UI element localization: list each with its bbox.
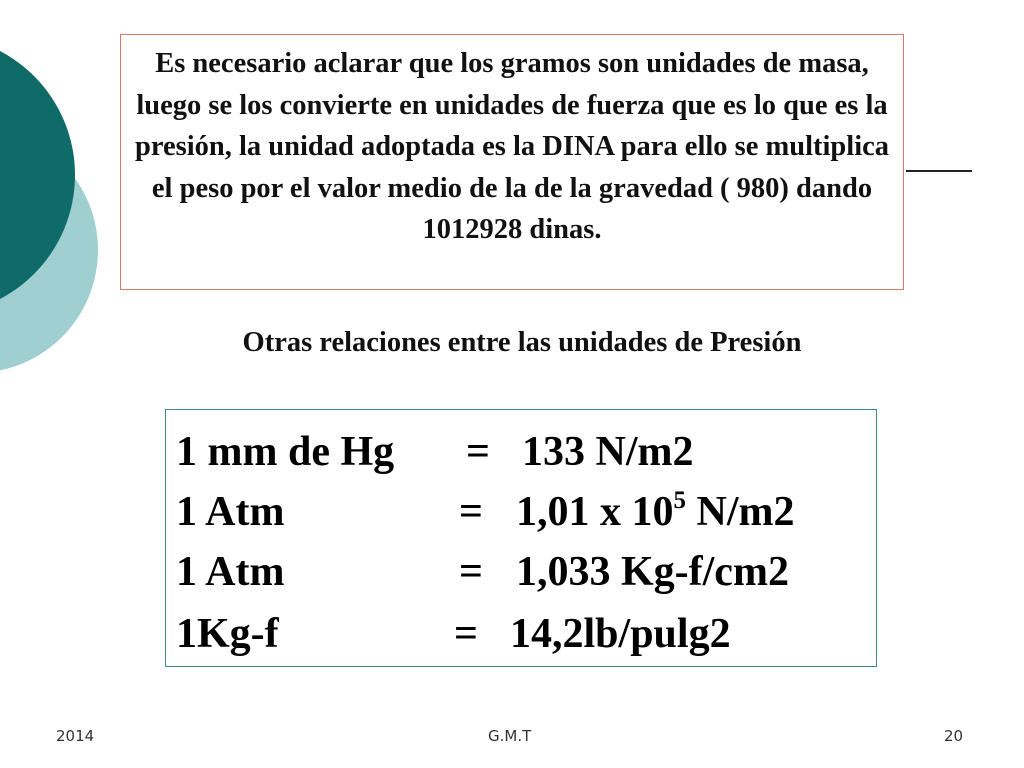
footer-page-number: 20 <box>944 727 964 745</box>
equals-sign: = <box>454 611 478 657</box>
equation-rhs: 133 N/m2 <box>522 429 694 475</box>
equation-rhs-exponent: 5 <box>673 487 686 514</box>
equation-rhs-unit: N/m2 <box>686 489 795 535</box>
equation-lhs: 1 Atm <box>176 549 285 595</box>
footer-year: 2014 <box>56 727 95 745</box>
equation-rhs: 1,033 Kg-f/cm2 <box>516 549 789 595</box>
equation-rhs <box>516 482 795 542</box>
equals-sign: = <box>459 549 483 595</box>
equals-sign: = <box>459 489 483 535</box>
decorative-circles <box>0 0 140 420</box>
note-text: Es necesario aclarar que los gramos son unidades de masa, luego se los convierte en unidades de fuerza que es lo que es la presión, la unidad adoptada es la DINA para ello se multiplica el peso por el valor medio de la de la gravedad ( 980) dando 1012928 dinas. <box>134 48 890 245</box>
equation-lhs: 1 Atm <box>176 489 285 535</box>
note-box <box>120 34 904 290</box>
subtitle: Otras relaciones entre las unidades de Presión <box>242 327 802 358</box>
footer-author: G.M.T <box>488 727 532 745</box>
equals-sign: = <box>466 429 490 475</box>
decorative-rule <box>906 170 972 172</box>
equation-rhs-base: 1,01 x 10 <box>516 489 674 535</box>
equation-rhs: 14,2lb/pulg2 <box>510 611 731 657</box>
equation-lhs: 1 mm de Hg <box>176 429 395 475</box>
equations-box <box>165 409 877 667</box>
equation-lhs: 1Kg-f <box>176 611 279 657</box>
